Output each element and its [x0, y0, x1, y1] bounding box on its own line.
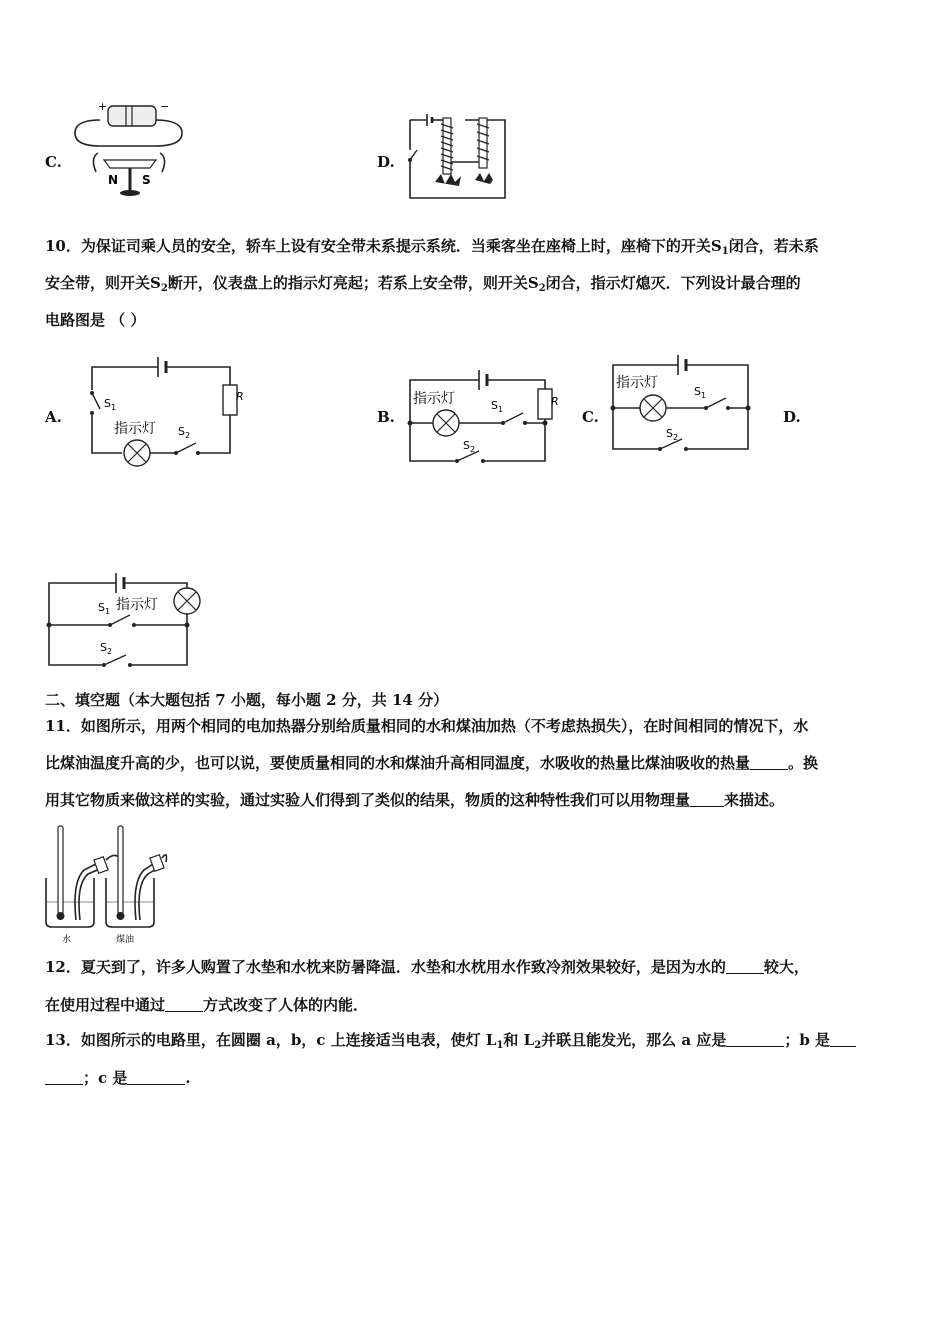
q11-line-1: 11．如图所示，用两个相同的电加热器分别给质量相同的水和煤油加热（不考虑热损失），在时间相同的情况下，水	[45, 717, 809, 735]
label-kerosene: 煤油	[116, 935, 135, 945]
circuit-option-c	[608, 345, 758, 455]
svg-text:S1: $S_1$	[491, 399, 504, 414]
svg-text:S2: $S_2$	[463, 439, 476, 454]
option-d-label: D.	[377, 153, 395, 171]
svg-text:指示灯: 指示灯	[116, 597, 158, 613]
q11-line-3: 用其它物质来做这样的实验，通过实验人们得到了类似的结果，物质的这种特性我们可以用物理量 来描述。	[45, 791, 785, 809]
q12-line-1: 12．夏天到了，许多人购置了水垫和水枕来防暑降温．水垫和水枕用水作致冷剂效果较好，是因为水的 较大，	[45, 958, 809, 976]
circuit-option-d	[44, 565, 204, 673]
q10-option-d-label: D.	[783, 408, 801, 426]
q13-line-1: 13．如图所示的电路里，在圆圈 a，b，c 上连接适当电表，使灯 $L_1$和 $L_2$并联且能发光，那么 a 应是 ；b 是	[45, 1030, 856, 1056]
beakers-heating-diagram	[40, 822, 170, 946]
circuit-option-a	[80, 345, 244, 465]
svg-text:S2: $S_2$	[666, 427, 679, 442]
resistor-r-label: R	[236, 390, 244, 403]
svg-text:S2: $S_2$	[100, 641, 113, 656]
q13-line-2: ；c 是 .	[45, 1068, 191, 1088]
switch-s1-label: $S_1$	[104, 397, 117, 412]
q10-option-b-label: B.	[377, 408, 395, 426]
svg-text:指示灯: 指示灯	[413, 391, 455, 407]
circuit-option-b	[405, 365, 565, 470]
svg-text:R: R	[551, 395, 559, 408]
battery-minus: −	[160, 100, 170, 113]
electromagnet-nails-diagram	[405, 110, 515, 200]
svg-text:S1: $S_1$	[694, 385, 707, 400]
q11-line-2: 比煤油温度升高的少，也可以说，要使质量相同的水和煤油升高相同温度，水吸收的热量比煤油吸收的热量 。换	[45, 754, 819, 772]
option-c-label: C.	[45, 153, 62, 171]
q10-line-1: 10．为保证司乘人员的安全，轿车上设有安全带未系提示系统．当乘客坐在座椅上时，座椅下的开关$S_1$闭合，若未系	[45, 237, 819, 257]
q10-line-2: 安全带，则开关$S_2$断开，仪表盘上的指示灯亮起；若系上安全带，则开关$S_2$闭合，指示灯熄灭．下列设计最合理的	[45, 274, 801, 294]
lamp-label: 指示灯	[114, 421, 156, 437]
q10-option-a-label: A.	[45, 408, 62, 426]
magnet-s: S	[142, 173, 151, 187]
q12-line-2: 在使用过程中通过 方式改变了人体的内能．	[45, 996, 369, 1014]
label-water: 水	[62, 935, 72, 945]
electromagnet-compass-diagram	[70, 98, 190, 200]
q10-line-3: 电路图是 （ ）	[45, 311, 146, 329]
battery-plus: +	[98, 100, 108, 113]
switch-s2-label: $S_2$	[178, 425, 191, 440]
section-2-title: 二、填空题（本大题包括 7 小题，每小题 2 分，共 14 分）	[45, 691, 449, 709]
svg-text:指示灯: 指示灯	[616, 375, 658, 391]
q10-option-c-label: C.	[582, 408, 599, 426]
svg-text:S1: $S_1$	[98, 601, 111, 616]
magnet-n: N	[108, 173, 119, 187]
